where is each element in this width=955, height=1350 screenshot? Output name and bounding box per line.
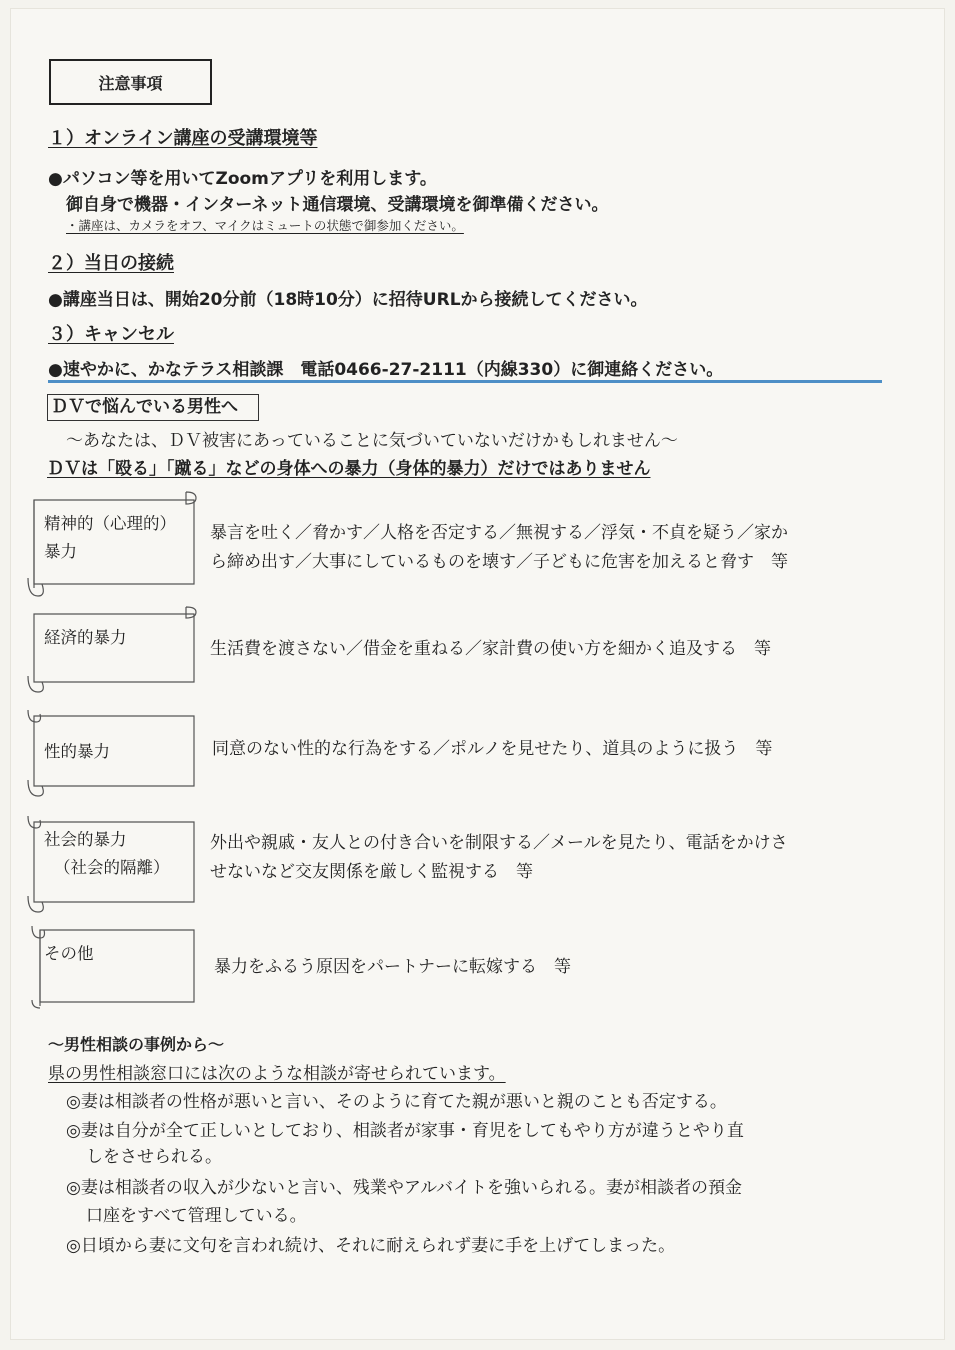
type-desc-line-1: 同意のない性的な行為をする／ポルノを見せたり、道具のように扱う 等 bbox=[212, 739, 773, 759]
type-label-scroll bbox=[24, 922, 199, 1010]
type-desc-line-1: 生活費を渡さない／借金を重ねる／家計費の使い方を細かく追及する 等 bbox=[210, 639, 771, 659]
type-desc-line-1: 暴言を吐く／脅かす／人格を否定する／無視する／浮気・不貞を疑う／家か bbox=[210, 523, 788, 543]
section-2-line-1: ●講座当日は、開始20分前（18時10分）に招待URLから接続してください。 bbox=[48, 290, 648, 310]
divider-line bbox=[48, 380, 882, 383]
section-1-heading: １）オンライン講座の受講環境等 bbox=[48, 128, 318, 149]
type-label-scroll bbox=[24, 604, 199, 694]
type-label-line-2: （社会的隔離） bbox=[54, 858, 170, 877]
type-label-line-1: 精神的（心理的） bbox=[44, 514, 176, 533]
dv-title-box bbox=[47, 394, 259, 421]
case-item-continued: しをさせられる。 bbox=[86, 1147, 222, 1167]
case-item-continued: 口座をすべて管理している。 bbox=[86, 1206, 307, 1226]
type-desc-line-1: 暴力をふるう原因をパートナーに転嫁する 等 bbox=[214, 957, 571, 977]
type-label-line-2: 暴力 bbox=[44, 542, 77, 561]
type-label-line-1: 性的暴力 bbox=[44, 742, 110, 761]
dv-subtitle: ～あなたは、ＤＶ被害にあっていることに気づいていないだけかもしれません～ bbox=[66, 431, 678, 451]
type-label-scroll bbox=[24, 706, 199, 798]
notes-title: 注意事項 bbox=[98, 73, 163, 93]
type-label-scroll bbox=[24, 812, 199, 914]
type-label-line-1: 経済的暴力 bbox=[44, 628, 127, 647]
type-desc-line-1: 外出や親戚・友人との付き合いを制限する／メールを見たり、電話をかけさ bbox=[210, 833, 788, 853]
dv-lead: ＤＶは「殴る」「蹴る」などの身体への暴力（身体的暴力）だけではありません bbox=[47, 459, 651, 479]
case-item: ◎妻は自分が全て正しいとしており、相談者が家事・育児をしてもやり方が違うとやり直 bbox=[66, 1121, 744, 1141]
type-desc-line-2: せないなど交友関係を厳しく監視する 等 bbox=[210, 862, 533, 882]
section-3-line-1: ●速やかに、かなテラス相談課 電話0466-27-2111（内線330）に御連絡ください。 bbox=[48, 360, 724, 380]
type-label-scroll bbox=[24, 488, 199, 600]
section-1-line-2: 御自身で機器・インターネット通信環境、受講環境を御準備ください。 bbox=[66, 195, 609, 215]
type-label-line-1: その他 bbox=[44, 944, 94, 963]
type-label-line-1: 社会的暴力 bbox=[44, 830, 127, 849]
section-1-line-3: ・講座は、カメラをオフ、マイクはミュートの状態で御参加ください。 bbox=[66, 218, 464, 233]
cases-heading: ～男性相談の事例から～ bbox=[48, 1035, 225, 1054]
dv-title: ＤＶで悩んでいる男性へ bbox=[51, 397, 238, 417]
section-3-heading: ３）キャンセル bbox=[48, 324, 174, 345]
case-item: ◎妻は相談者の性格が悪いと言い、そのように育てた親が悪いと親のことも否定する。 bbox=[66, 1092, 727, 1112]
section-2-heading: ２）当日の接続 bbox=[48, 253, 174, 274]
cases-intro: 県の男性相談窓口には次のような相談が寄せられています。 bbox=[48, 1064, 506, 1084]
case-item: ◎妻は相談者の収入が少ないと言い、残業やアルバイトを強いられる。妻が相談者の預金 bbox=[66, 1178, 742, 1198]
type-desc-line-2: ら締め出す／大事にしているものを壊す／子どもに危害を加えると脅す 等 bbox=[210, 552, 788, 572]
notes-title-box bbox=[49, 59, 212, 105]
case-item: ◎日頃から妻に文句を言われ続け、それに耐えられず妻に手を上げてしまった。 bbox=[66, 1236, 676, 1256]
section-1-line-1: ●パソコン等を用いてZoomアプリを利用します。 bbox=[48, 169, 437, 189]
